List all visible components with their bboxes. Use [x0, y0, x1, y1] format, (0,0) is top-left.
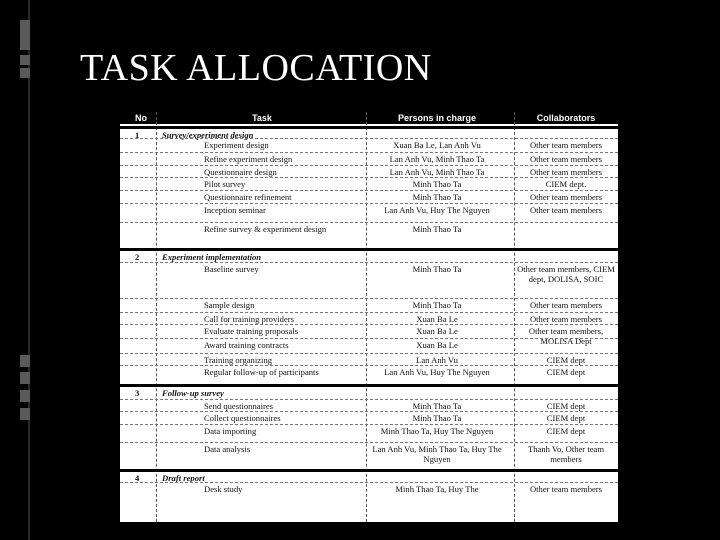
table-row [120, 365, 618, 385]
task-allocation-table [120, 112, 618, 522]
left-rule [28, 0, 30, 540]
person-in-charge: Minh Thao Ta [412, 401, 462, 411]
task-name: Desk study [204, 484, 243, 494]
table-row [120, 262, 618, 299]
person-in-charge: Lan Anh Vu, Huy The Nguyen [384, 367, 490, 377]
decor-block [20, 55, 30, 65]
task-name: Questionnaire design [204, 167, 277, 177]
row-number: 3 [135, 388, 140, 398]
task-name: Inception seminar [204, 205, 266, 215]
person-in-charge: Minh Thao Ta [412, 264, 462, 274]
table-row [120, 482, 618, 497]
header-no: No [135, 113, 147, 123]
person-in-charge: Lan Anh Vu, Huy The Nguyen [384, 205, 490, 215]
person-in-charge: Lan Anh Vu, Minh Thao Ta [389, 154, 485, 164]
collaborators: Thanh Vo, Other team members [527, 444, 605, 464]
table-row [120, 442, 618, 470]
person-in-charge: Xuan Ba Le, Lan Anh Vu [393, 140, 481, 150]
task-name: Data analysis [204, 444, 251, 454]
collaborators: CIEM dept [546, 401, 586, 411]
collaborators: Other team members [529, 205, 603, 215]
collaborators: Other team members [529, 167, 603, 177]
table-row [120, 138, 618, 153]
collaborators: CIEM dept [546, 367, 586, 377]
task-name: Award training contracts [204, 340, 289, 350]
table-header [120, 112, 618, 124]
table-row [120, 152, 618, 166]
table-row [120, 190, 618, 204]
collaborators: Other team members, MOLISA Dept [528, 326, 604, 346]
table-row [120, 222, 618, 249]
row-number: 2 [135, 252, 140, 262]
person-in-charge: Minh Thao Ta, Huy The Nguyen [380, 426, 494, 436]
header-person: Persons in charge [397, 113, 477, 123]
person-in-charge: Lan Anh Vu [416, 355, 458, 365]
task-name: Call for training providers [204, 314, 294, 324]
section-title: Draft report [162, 473, 205, 483]
collaborators: CIEM dept [546, 355, 586, 365]
task-name: Evaluate training proposals [204, 326, 299, 336]
collaborators: CIEM dept [546, 413, 586, 423]
table-row [120, 203, 618, 223]
person-in-charge: Lan Anh Vu, Minh Thao Ta, Huy The Nguyen [372, 444, 502, 464]
collaborators: CIEM dept [546, 426, 586, 436]
task-name: Pilot survey [204, 179, 246, 189]
collaborators: Other team members [529, 192, 603, 202]
header-task: Task [252, 113, 272, 123]
decor-block [20, 355, 30, 367]
collaborators: Other team members [529, 154, 603, 164]
section-title: Survey/experiment design [162, 130, 254, 140]
person-in-charge: Minh Thao Ta [412, 224, 462, 234]
person-in-charge: Minh Thao Ta [412, 300, 462, 310]
task-name: Send questionnaires [204, 401, 273, 411]
person-in-charge: Xuan Ba Le [416, 340, 458, 350]
task-name: Collect questionnaires [204, 413, 281, 423]
person-in-charge: Minh Thao Ta [412, 179, 462, 189]
collaborators: Other team members [529, 140, 603, 150]
table-row [120, 298, 618, 313]
task-name: Refine experiment design [204, 154, 293, 164]
section-title: Experiment implementation [162, 252, 262, 262]
task-name: Training organizing [204, 355, 273, 365]
task-name: Regular follow-up of participants [204, 367, 319, 377]
task-name: Data importing [204, 426, 257, 436]
decor-block [20, 408, 30, 420]
slide-title: TASK ALLOCATION [80, 47, 432, 89]
decor-block [20, 390, 30, 402]
decor-block [20, 68, 30, 78]
header-collaborators: Collaborators [536, 113, 596, 123]
row-number: 4 [135, 473, 140, 483]
decor-block [20, 372, 30, 384]
person-in-charge: Minh Thao Ta [412, 192, 462, 202]
person-in-charge: Xuan Ba Le [416, 326, 458, 336]
task-name: Sample design [204, 300, 255, 310]
section-title: Follow-up survey [162, 388, 224, 398]
person-in-charge: Minh Thao Ta, Huy The [395, 484, 479, 494]
table-row [120, 424, 618, 443]
table-row [120, 177, 618, 191]
decor-block [20, 20, 30, 50]
row-number: 1 [135, 130, 140, 140]
task-name: Baseline survey [204, 264, 259, 274]
task-name: Experiment design [204, 140, 269, 150]
collaborators: Other team members [529, 300, 603, 310]
task-name: Questionnaire refinement [204, 192, 292, 202]
collaborators: Other team members, CIEM dept, DOLISA, SOIC [517, 264, 615, 284]
person-in-charge: Xuan Ba Le [416, 314, 458, 324]
table-row [120, 411, 618, 425]
collaborators: Other team members [529, 484, 603, 494]
table-row [120, 338, 618, 354]
collaborators: Other team members [529, 314, 603, 324]
person-in-charge: Lan Anh Vu, Minh Thao Ta [389, 167, 485, 177]
collaborators: CIEM dept. [545, 179, 587, 189]
task-name: Refine survey & experiment design [204, 224, 327, 234]
person-in-charge: Minh Thao Ta [412, 413, 462, 423]
